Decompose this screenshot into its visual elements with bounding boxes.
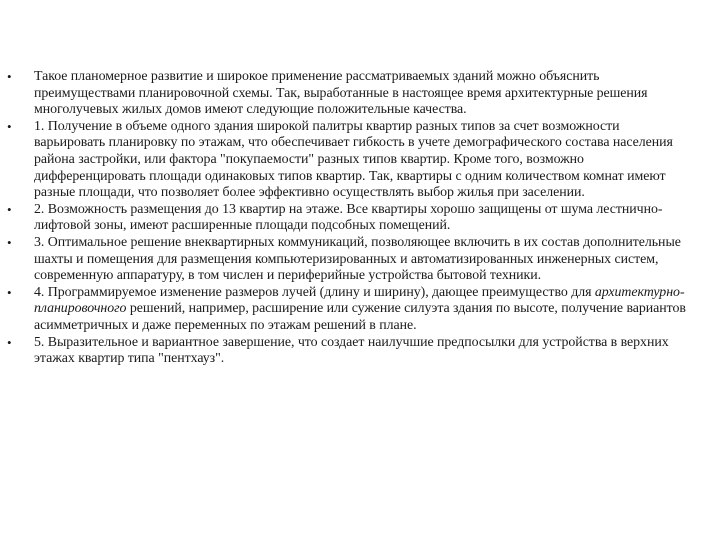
paragraph-point-3: 3. Оптимальное решение внеквартирных коммуникаций, позволяющее включить в их состав дополнительные шахты и помещения для размещения компьютеризированных и автоматизированных инженерных систем, современную аппаратуру, в том числен и периферийные устройства бытовой техники.	[34, 234, 681, 284]
paragraph-point-4-start: 4. Программируемое изменение размеров лучей (длину и ширину), дающее преимущество для	[34, 284, 595, 300]
bullet-icon: •	[7, 334, 12, 350]
bullet-list	[0, 69, 720, 368]
bullet-icon: •	[7, 234, 12, 250]
list-item	[0, 119, 720, 202]
list-item	[0, 285, 720, 335]
paragraph-point-1: 1. Получение в объеме одного здания широкой палитры квартир разных типов за счет возможности варьировать планировку по этажам, что обеспечивает гибкость в учете демографического состава населения района застройки, или фактора "покупаемости" разных типов квартир. Кроме того, возможно дифференцировать площади одинаковых типов квартир. Так, квартиры с одним количеством комнат имеют разные площади, что позволяет более эффективно осуществлять выбор жилья при заселении.	[34, 118, 673, 201]
paragraph-point-2: 2. Возможность размещения до 13 квартир на этаже. Все квартиры хорошо защищены от шума лестнично-лифтовой зоны, имеют расширенные площади подсобных помещений.	[34, 201, 663, 234]
bullet-icon: •	[7, 118, 12, 134]
bullet-icon: •	[7, 201, 12, 217]
italic-term: архитектурно-планировочного	[34, 284, 685, 317]
bullet-icon: •	[7, 284, 12, 300]
paragraph-point-4	[34, 285, 690, 335]
list-item	[0, 335, 720, 368]
bullet-icon: •	[7, 69, 12, 84]
paragraph-point-5: 5. Выразительное и вариантное завершение, что создает наилучшие предпосылки для устройства в верхних этажах квартир типа "пентхауз".	[34, 334, 669, 367]
list-item	[0, 202, 720, 235]
list-item	[0, 235, 720, 285]
paragraph-intro: Такое планомерное развитие и широкое применение рассматриваемых зданий можно объяснить преимуществами планировочной схемы. Так, выработанные в настоящее время архитектурные решения многолучевых жилых домов имеют следующие положительные качества.	[34, 69, 648, 118]
paragraph-point-4-end: решений, например, расширение или сужение силуэта здания по высоте, получение вариантов асимметричных и даже переменных по этажам решений в плане.	[34, 301, 686, 333]
list-item	[0, 69, 720, 119]
